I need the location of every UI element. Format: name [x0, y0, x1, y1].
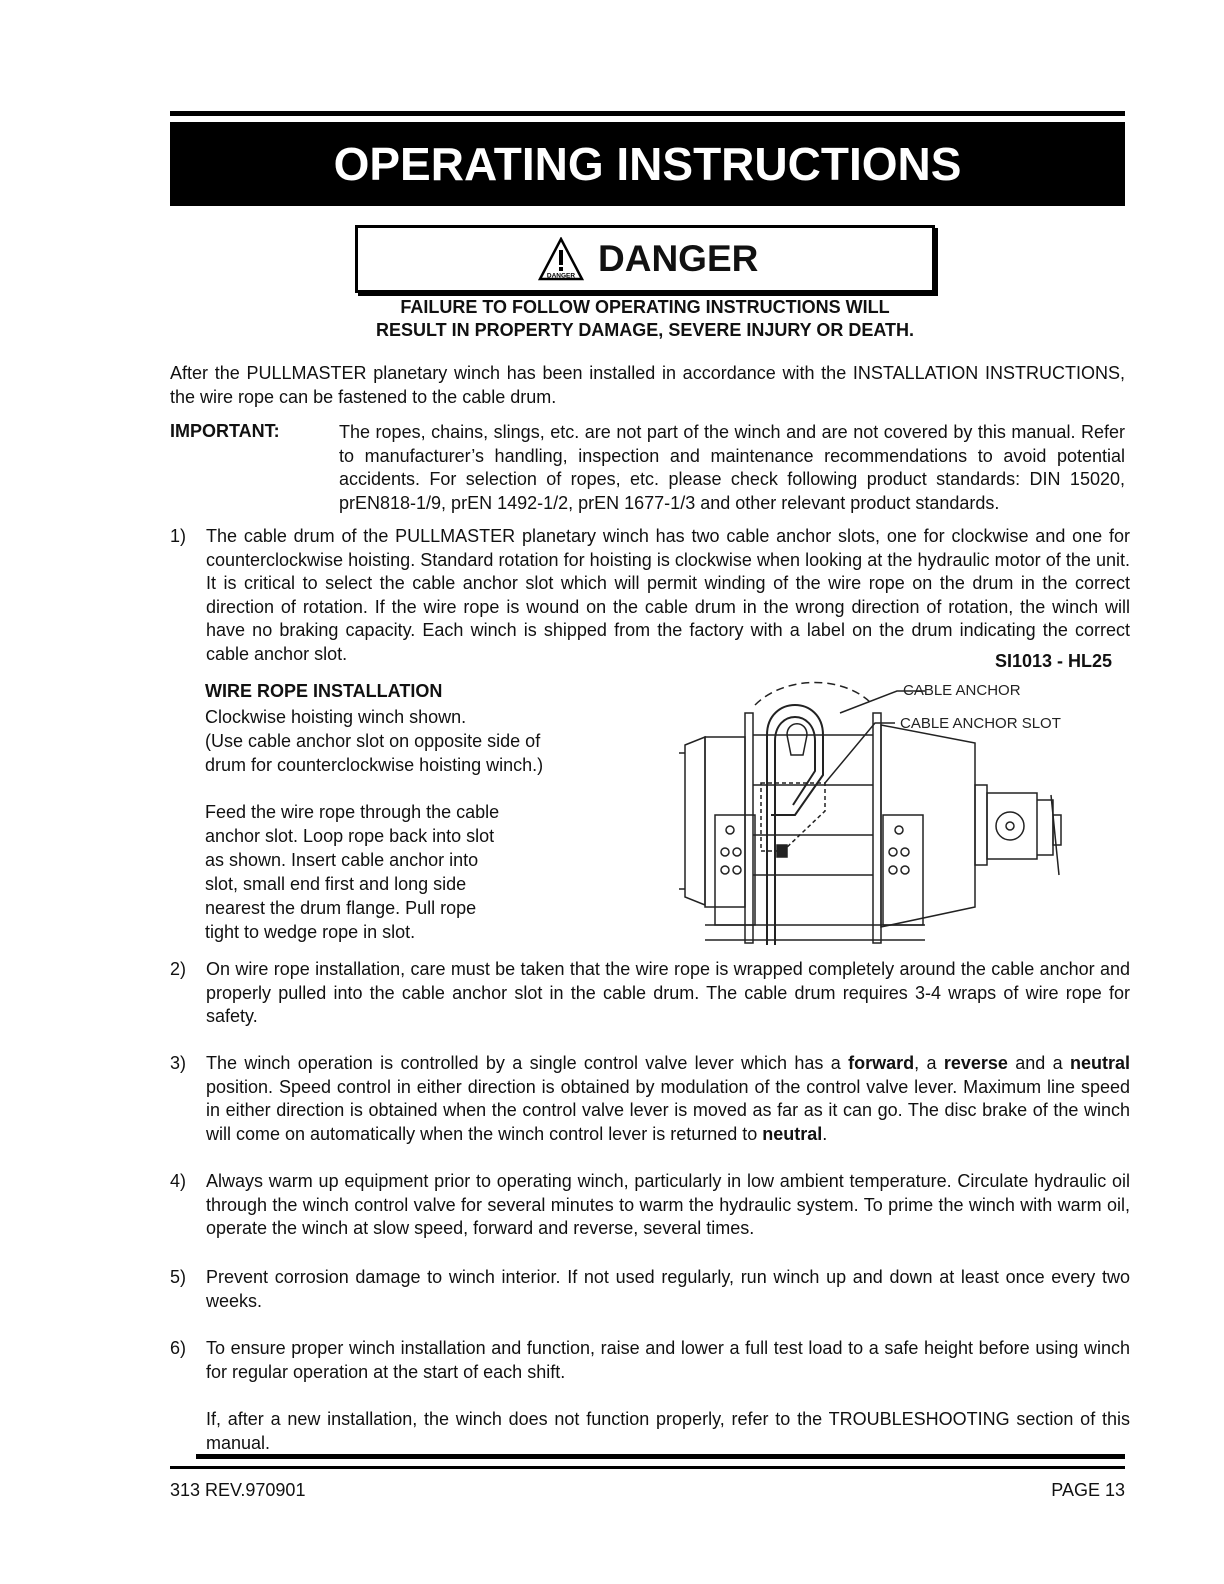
important-text: The ropes, chains, slings, etc. are not part of the winch and are not covered by this manual. Refer to manufacturer’s handling, inspection and maintenance recommendations to avoid potential accidents. For selection of ropes, etc. please check following product standards: DIN 15020, prEN818-1/9, prEN 1492-1/2, prEN 1677-1/3 and other relevant product standards.	[339, 422, 1125, 513]
item-text	[206, 1052, 1130, 1146]
item3-reverse: reverse	[943, 1053, 1008, 1073]
item-text: Always warm up equipment prior to operating winch, particularly in low ambient temperature. Circulate hydraulic oil through the winch control valve for several minutes to warm the hydraulic system. To prime the winch with warm oil, operate the winch at slow speed, forward and reverse, several times.	[206, 1171, 1130, 1238]
top-rule	[170, 111, 1125, 116]
danger-box	[355, 225, 935, 293]
item-number: 6)	[170, 1338, 187, 1358]
danger-icon-label: DANGER	[546, 272, 576, 280]
item-text: Prevent corrosion damage to winch interior. If not used regularly, run winch up and down at least once every two weeks.	[206, 1267, 1130, 1311]
item3-neutral-end: neutral	[762, 1123, 823, 1144]
item-number: 4)	[170, 1171, 187, 1191]
intro-paragraph: After the PULLMASTER planetary winch has been installed in accordance with the INSTALLATION INSTRUCTIONS, the wire rope can be fastened to the cable drum.	[170, 363, 1125, 407]
page-title: OPERATING INSTRUCTIONS	[170, 122, 1125, 206]
wire-rope-title: WIRE ROPE INSTALLATION	[205, 681, 443, 701]
danger-warning	[300, 296, 990, 342]
wire-rope-note	[205, 705, 543, 777]
item-number: 1)	[170, 526, 187, 546]
item-text: The cable drum of the PULLMASTER planetary winch has two cable anchor slots, one for clockwise and one for counterclockwise hoisting. Standard rotation for hoisting is clockwise when looking at the hydraulic motor of the unit. It is critical to select the cable anchor slot which will permit winding of the wire rope on the drum in the correct direction of rotation. If the wire rope is wound on the cable drum in the wrong direction of rotation, the winch will have no braking capacity. Each winch is shipped from the factory with a label on the drum indicating the correct cable anchor slot.	[206, 526, 1130, 664]
item3-neutral: neutral	[1069, 1053, 1130, 1073]
wire-rope-line: (Use cable anchor slot on opposite side of	[205, 731, 541, 751]
closing-paragraph: If, after a new installation, the winch does not function properly, refer to the TROUBLESHOOTING section of this manual.	[206, 1409, 1130, 1453]
bottom-rule	[196, 1454, 1125, 1459]
item3-mid2: and a	[1007, 1053, 1070, 1073]
label-cable-anchor: CABLE ANCHOR	[903, 682, 1021, 699]
winch-diagram	[675, 675, 1125, 955]
item-number: 3)	[170, 1053, 187, 1073]
figure-reference: SI1013 - HL25	[994, 651, 1112, 671]
item-text: On wire rope installation, care must be taken that the wire rope is wrapped completely around the cable anchor and properly pulled into the cable anchor slot in the cable drum. The cable drum requires 3-4 wraps of wire rope for safety.	[206, 959, 1130, 1026]
wire-rope-line: Clockwise hoisting winch shown.	[205, 707, 467, 727]
item-text: To ensure proper winch installation and function, raise and lower a full test load to a safe height before using winch for regular operation at the start of each shift.	[206, 1338, 1130, 1382]
wire-rope-line: slot, small end first and long side	[205, 874, 467, 894]
wire-rope-line: nearest the drum flange. Pull rope	[205, 898, 477, 918]
item3-pre: The winch operation is controlled by a single control valve lever which has a	[206, 1053, 849, 1073]
wire-rope-line: drum for counterclockwise hoisting winch.)	[205, 755, 544, 775]
danger-warning-line1: FAILURE TO FOLLOW OPERATING INSTRUCTIONS WILL	[400, 297, 890, 317]
item3-mid1: , a	[914, 1053, 944, 1073]
wire-rope-line: anchor slot. Loop rope back into slot	[205, 826, 495, 846]
item-number: 2)	[170, 959, 187, 979]
footer-revision: 313 REV.970901	[170, 1480, 306, 1500]
footer-page-number: PAGE 13	[1051, 1480, 1125, 1500]
wire-rope-line: Feed the wire rope through the cable	[205, 802, 500, 822]
label-cable-anchor-slot: CABLE ANCHOR SLOT	[900, 715, 1061, 732]
danger-word: DANGER	[598, 238, 759, 279]
danger-warning-line2: RESULT IN PROPERTY DAMAGE, SEVERE INJURY OR DEATH.	[375, 320, 915, 340]
important-label: IMPORTANT:	[170, 421, 280, 441]
item-number: 5)	[170, 1267, 187, 1287]
item3-end: .	[822, 1123, 828, 1144]
wire-rope-line: tight to wedge rope in slot.	[205, 922, 416, 942]
item3-post: position. Speed control in either direction is obtained by modulation of the control valve lever. Maximum line speed in either direction is obtained when the control valve lever is moved as far as it can go. The disc brake of the winch will come on automatically when the winch control lever is returned to	[206, 1076, 1130, 1144]
wire-rope-line: as shown. Insert cable anchor into	[205, 850, 479, 870]
bottom-rule	[170, 1466, 1125, 1469]
wire-rope-steps	[205, 800, 499, 944]
item3-forward: forward	[848, 1053, 915, 1073]
warning-triangle-icon	[538, 237, 584, 281]
